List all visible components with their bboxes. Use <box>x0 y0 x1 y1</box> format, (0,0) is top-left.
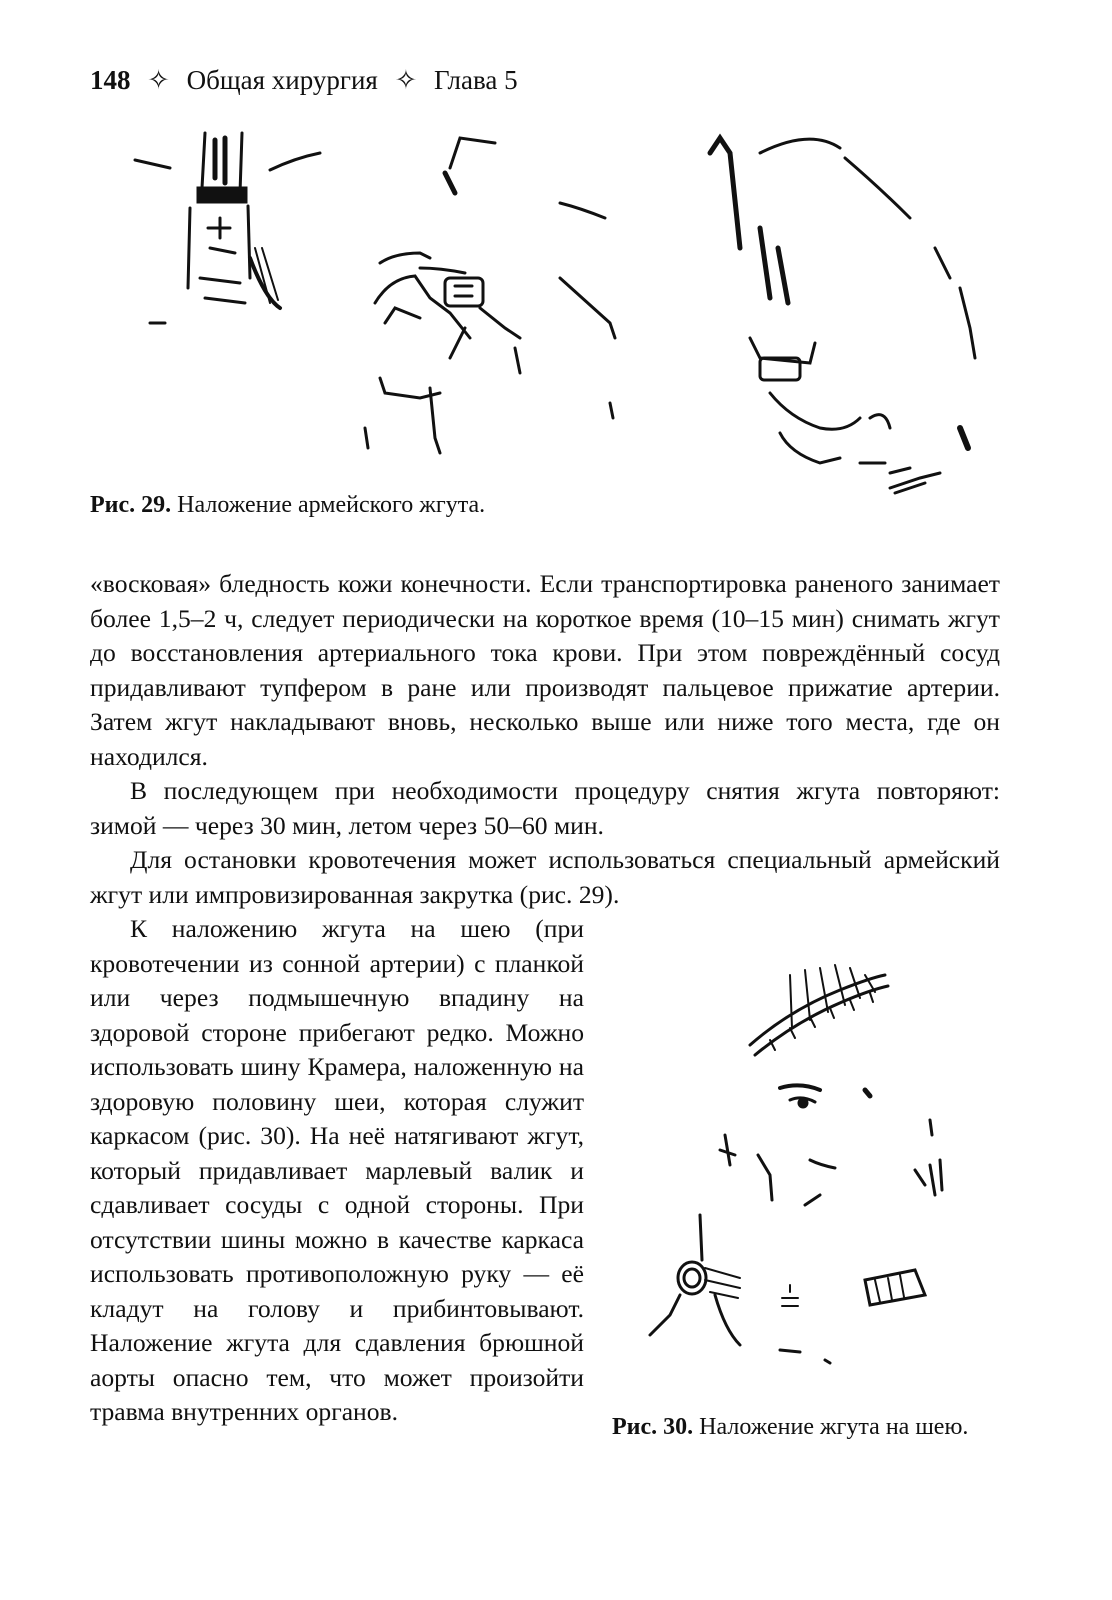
figure-30-label: Рис. 30. <box>612 1414 694 1440</box>
page-number: 148 <box>90 65 131 95</box>
tightening-hands-drawing <box>365 138 615 453</box>
figure-29-caption <box>90 492 485 519</box>
head-with-splint-drawing <box>720 965 942 1205</box>
figure-29-label: Рис. 29. <box>90 492 172 518</box>
leg-lifted-drawing <box>710 138 975 493</box>
separator-glyph: ✧ <box>394 65 418 95</box>
figure-29-caption-text: Наложение армейского жгута. <box>171 492 486 518</box>
chapter-label: Глава 5 <box>433 65 518 95</box>
figure-30-caption <box>612 1414 968 1441</box>
figure-29-illustration <box>120 128 1000 508</box>
body-paragraph: «восковая» бледность кожи конечности. Если транспортировка раненого занимает более 1,5–2 ч, следует периодически на короткое время (10–15 мин) снимать жгут до восстановления артериального тока крови. При этом повреждённый сосуд придавливают тупфером в ране или производят пальцевое прижатие артерии. Затем жгут накладывают вновь, несколько выше или ниже того места, где он находился. <box>90 569 1000 771</box>
running-header <box>90 64 518 96</box>
body-paragraph: Для остановки кровотечения может использоваться специальный армейский жгут или импровизированная закрутка (рис. 29). <box>90 845 1000 909</box>
neck-tourniquet-drawing <box>650 1215 925 1363</box>
figure-30-caption-text: Наложение жгута на шею. <box>693 1414 969 1440</box>
body-paragraph: К наложению жгута на шею (при кровотечении из сонной артерии) с планкой или через подмышечную впадину на здоровой стороне прибегают редко. Можно использовать шину Крамера, наложенную на здоровую половину шеи, которая служит каркасом (рис. 30). На неё натягивают жгут, который придавливает марлевый валик и сдавливает сосуды с одной стороны. При отсутствии шины можно в качестве каркаса использовать противоположную руку — её кладут на голову и прибинтовывают. Наложение жгута для сдавления брюшной аорты опасно тем, что может произойти травма внутренних органов. <box>90 914 584 1426</box>
figure-30-illustration <box>630 950 1010 1390</box>
body-paragraph: В последующем при необходимости процедуру снятия жгута повторяют: зимой — через 30 мин, летом через 50–60 мин. <box>90 776 1000 840</box>
book-title: Общая хирургия <box>186 65 378 95</box>
leg-with-tourniquet-drawing <box>135 133 320 323</box>
separator-glyph: ✧ <box>147 65 170 95</box>
